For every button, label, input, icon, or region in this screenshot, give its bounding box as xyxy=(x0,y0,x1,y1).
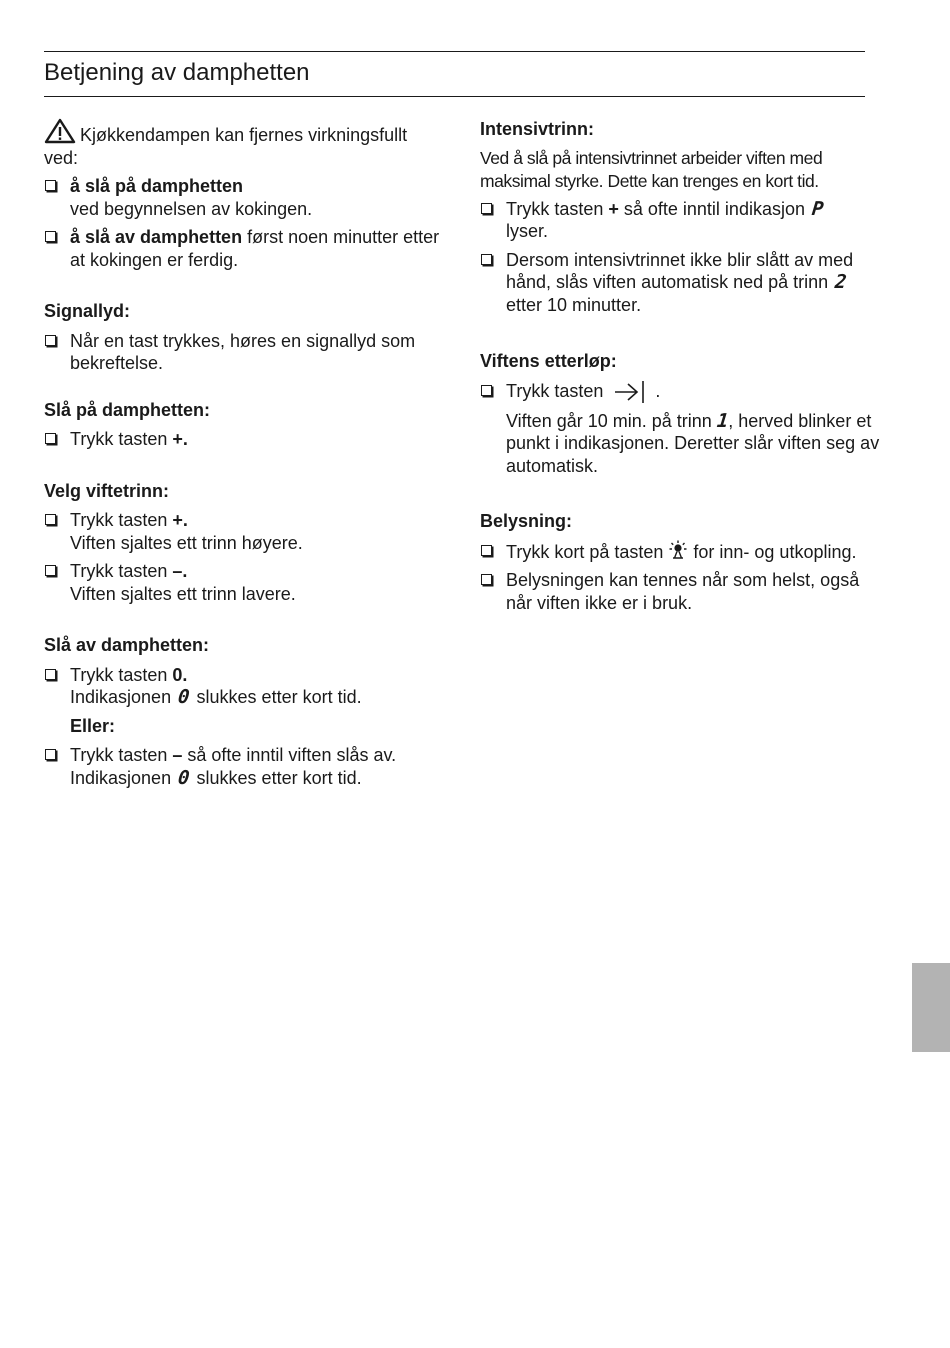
display-two-symbol: 2 xyxy=(834,271,848,293)
off-item-1 xyxy=(44,664,444,709)
intensive-item-1 xyxy=(480,198,880,243)
fan-heading: Velg viftetrinn: xyxy=(44,480,170,501)
checkbox-bullet-icon xyxy=(45,335,56,346)
display-one-symbol: 1 xyxy=(715,409,730,432)
intensive-item-1-pre: Trykk tasten xyxy=(506,198,609,219)
checkbox-bullet-icon xyxy=(481,254,492,265)
top-rule xyxy=(44,51,865,52)
fan-down-text: Trykk tasten xyxy=(70,561,173,581)
checkbox-bullet-icon xyxy=(45,231,56,242)
arrow-to-bar-icon xyxy=(612,380,650,404)
intro-item-off-bold: å slå av damphetten xyxy=(70,227,243,247)
left-column xyxy=(44,118,444,789)
signal-text: Når en tast trykkes, høres en signallyd som bekreftelse. xyxy=(70,330,416,373)
checkbox-bullet-icon xyxy=(45,180,56,191)
on-key: +. xyxy=(172,429,188,449)
right-column xyxy=(480,118,880,614)
fan-up-key: +. xyxy=(172,510,188,530)
off-display-pre-2: Indikasjonen xyxy=(70,767,177,788)
display-zero-symbol-2: 0 xyxy=(176,766,191,789)
page-title: Betjening av damphetten xyxy=(44,59,310,86)
afterrun-item-post: . xyxy=(650,380,661,401)
fan-item-down xyxy=(44,560,444,605)
on-text: Trykk tasten xyxy=(70,429,173,449)
signal-heading: Signallyd: xyxy=(44,301,131,321)
off-item-2 xyxy=(44,744,444,789)
display-p-symbol: P xyxy=(810,197,825,220)
or-label: Eller: xyxy=(70,715,116,736)
afterrun-item xyxy=(480,380,880,404)
off-item-1-text: Trykk tasten xyxy=(70,664,173,685)
checkbox-bullet-icon xyxy=(45,565,56,576)
off-item-2-pre: Trykk tasten xyxy=(70,745,173,765)
fan-down-note: Viften sjaltes ett trinn lavere. xyxy=(70,583,296,604)
afterrun-note-pre: Viften går 10 min. på trinn xyxy=(506,410,717,431)
light-item-2-text: Belysningen kan tennes når som helst, også når viften ikke er i bruk. xyxy=(506,570,860,613)
fan-up-note: Viften sjaltes ett trinn høyere. xyxy=(70,532,303,553)
signal-item xyxy=(44,330,444,375)
title-underline xyxy=(44,96,865,97)
fan-item-up xyxy=(44,509,444,554)
intensive-heading: Intensivtrinn: xyxy=(480,119,595,139)
off-display-pre: Indikasjonen xyxy=(70,687,177,707)
intro-item-off-text: først noen minutter etter at kokingen er ferdig. xyxy=(70,227,440,270)
checkbox-bullet-icon xyxy=(481,545,492,556)
off-heading: Slå av damphetten: xyxy=(44,635,210,655)
intensive-item-1-key: + xyxy=(608,198,619,219)
checkbox-bullet-icon xyxy=(481,574,492,585)
light-heading: Belysning: xyxy=(480,511,573,532)
warning-triangle-icon xyxy=(44,118,76,144)
page-edge-tab xyxy=(912,963,950,1052)
intensive-item-1-post: lyser. xyxy=(506,221,549,241)
lamp-icon xyxy=(668,540,688,560)
on-heading: Slå på damphetten: xyxy=(44,399,211,420)
afterrun-note xyxy=(480,410,880,478)
intensive-item-2-post: etter 10 minutter. xyxy=(506,294,642,315)
checkbox-bullet-icon xyxy=(45,514,56,525)
intro-item-on-bold: å slå på damphetten xyxy=(70,176,244,196)
fan-down-key: –. xyxy=(172,561,188,581)
checkbox-bullet-icon xyxy=(45,669,56,680)
light-item-2 xyxy=(480,569,880,614)
intensive-text: Ved å slå på intensivtrinnet arbeider viften med maksimal styrke. Dette kan trenges en kort tid. xyxy=(480,147,823,191)
off-item-2-post: så ofte inntil viften slås av. xyxy=(182,745,397,765)
intro-item-on xyxy=(44,175,444,220)
off-item-2-key: – xyxy=(172,745,183,765)
on-item xyxy=(44,428,444,451)
off-display-post-2: slukkes etter kort tid. xyxy=(191,767,362,788)
light-item-1 xyxy=(480,540,880,564)
intro-item-off xyxy=(44,226,444,271)
off-item-1-key: 0. xyxy=(172,664,188,685)
intensive-item-2-pre: Dersom intensivtrinnet ikke blir slått av med hånd, slås viften automatisk ned på trinn xyxy=(506,249,854,292)
intensive-item-1-mid: så ofte inntil indikasjon xyxy=(618,198,810,219)
afterrun-heading: Viftens etterløp: xyxy=(480,351,617,371)
intro-item-on-text: ved begynnelsen av kokingen. xyxy=(70,198,313,219)
checkbox-bullet-icon xyxy=(45,749,56,760)
off-display-post: slukkes etter kort tid. xyxy=(191,687,362,707)
intro-label: Kjøkkendampen kan fjernes virkningsfullt ved: xyxy=(44,125,408,168)
afterrun-note-post: , herved blinker et punkt i indikasjonen. Deretter slår viften seg av automatisk. xyxy=(506,410,880,476)
fan-up-text: Trykk tasten xyxy=(70,510,173,530)
checkbox-bullet-icon xyxy=(481,385,492,396)
light-item-1-post: for inn- og utkopling. xyxy=(688,541,857,562)
afterrun-item-pre: Trykk tasten xyxy=(506,380,609,401)
checkbox-bullet-icon xyxy=(45,433,56,444)
intro-text xyxy=(44,118,444,169)
light-item-1-pre: Trykk kort på tasten xyxy=(506,541,669,562)
intensive-item-2 xyxy=(480,249,880,317)
display-zero-symbol: 0 xyxy=(176,686,191,708)
checkbox-bullet-icon xyxy=(481,203,492,214)
